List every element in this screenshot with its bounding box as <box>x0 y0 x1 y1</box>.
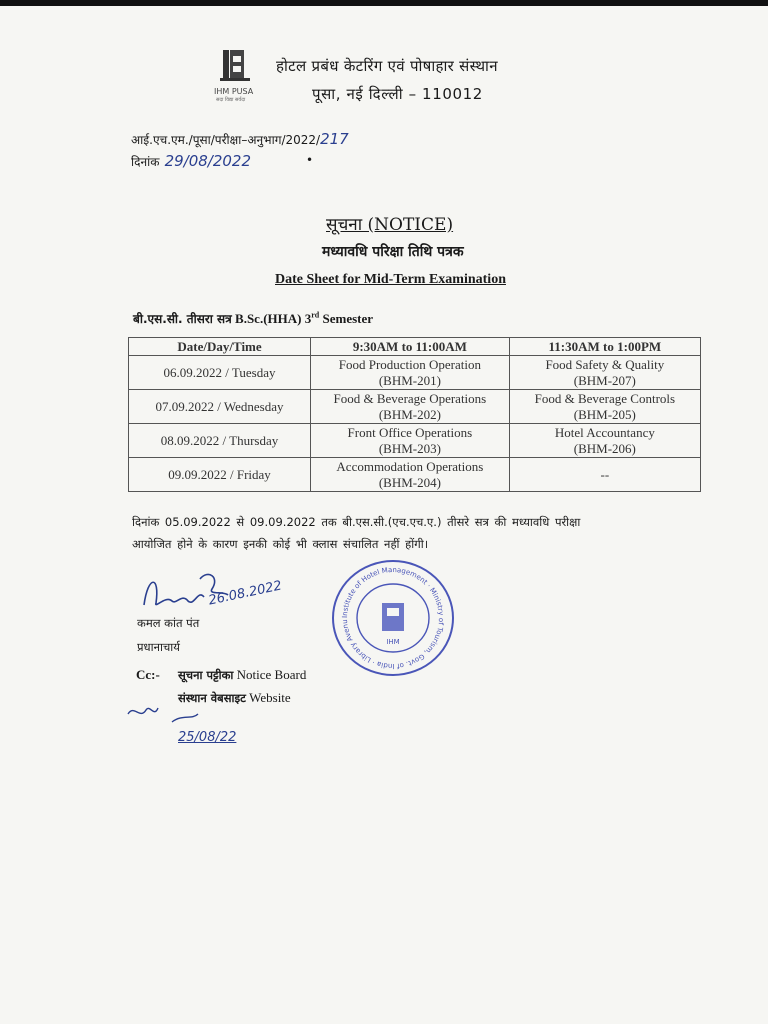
afternoon-paper-cell <box>509 424 700 458</box>
table-header-row <box>129 338 701 356</box>
notice-body-line2: आयोजित होने के कारण इनकी कोई भी क्लास संचालित नहीं होंगी। <box>132 537 429 551</box>
paper-name: Food Safety & Quality <box>545 356 665 372</box>
afternoon-paper-cell <box>509 458 700 492</box>
logo-subcaption: सदा विद्या सर्वदा <box>216 97 246 103</box>
institute-address-hindi: पूसा, नई दिल्ली – 110012 <box>312 85 483 103</box>
morning-paper-cell <box>311 458 510 492</box>
paper-name: -- <box>600 466 610 482</box>
table-row <box>129 458 701 492</box>
cc-label: Cc:- <box>136 667 160 682</box>
exam-date-cell: 08.09.2022 / Thursday <box>129 424 311 458</box>
paper-code: (BHM-205) <box>573 406 636 422</box>
reference-date <box>131 151 251 170</box>
signatory-name: कमल कांत पंत <box>137 616 200 630</box>
reference-date-handwritten: 29/08/2022 <box>164 152 252 170</box>
paper-code: (BHM-207) <box>573 372 636 388</box>
reference-number <box>131 129 349 148</box>
paper-name: Front Office Operations <box>347 424 473 440</box>
exam-date-cell: 06.09.2022 / Tuesday <box>129 356 311 390</box>
notice-title: सूचना (NOTICE) <box>326 215 454 235</box>
signature-date: 26.08.2022 <box>207 578 284 609</box>
paper-code: (BHM-201) <box>378 372 441 388</box>
table-header: 11:30AM to 1:00PM <box>509 338 700 356</box>
exam-date-cell: 09.09.2022 / Friday <box>129 458 311 492</box>
paper-code: (BHM-206) <box>573 440 636 456</box>
reference-number-printed: आई.एच.एम./पूसा/परीक्षा–अनुभाग/2022/ <box>131 133 321 147</box>
course-line <box>133 310 373 327</box>
table-row <box>129 356 701 390</box>
notice-hindi-subtitle: मध्यावधि परिक्षा तिथि पत्रक <box>322 244 464 260</box>
table-header: Date/Day/Time <box>129 338 311 356</box>
cc-item-hindi: संस्थान वेबसाइट <box>178 691 246 705</box>
reference-number-handwritten: 217 <box>320 130 349 148</box>
paper-code: (BHM-203) <box>378 440 441 456</box>
logo-caption: IHM PUSA <box>214 87 254 96</box>
table-row <box>129 424 701 458</box>
date-sheet-table <box>128 337 701 492</box>
morning-paper-cell <box>311 356 510 390</box>
morning-paper-cell <box>311 390 510 424</box>
cc-item-hindi: सूचना पट्टीका <box>178 668 234 682</box>
paper-code: (BHM-202) <box>378 406 441 422</box>
paper-name: Hotel Accountancy <box>554 424 655 440</box>
cc-item-english: Notice Board <box>236 667 307 682</box>
notice-english-subtitle: Date Sheet for Mid-Term Examination <box>275 272 506 287</box>
ink-dot: • <box>306 153 314 167</box>
cc-item <box>178 667 306 683</box>
notice-body-line1: दिनांक 05.09.2022 से 09.09.2022 तक बी.एस.सी.(एच.एच.ए.) तीसरे सत्र की मध्यावधि परीक्षा <box>132 515 581 529</box>
official-stamp <box>330 558 456 678</box>
table-row <box>129 390 701 424</box>
table-header: 9:30AM to 11:00AM <box>311 338 510 356</box>
course-superscript: rd <box>311 310 320 320</box>
reference-date-label: दिनांक <box>131 155 160 169</box>
course-english: B.Sc.(HHA) 3 <box>235 311 312 326</box>
paper-name: Food & Beverage Operations <box>333 390 487 406</box>
paper-code: (BHM-204) <box>378 474 441 490</box>
cc-item-english: Website <box>249 690 291 705</box>
course-hindi: बी.एस.सी. तीसरा सत्र <box>133 312 232 326</box>
institute-name-hindi: होटल प्रबंध केटरिंग एवं पोषाहार संस्थान <box>276 57 498 75</box>
stamp-ring-text: Institute of Hotel Management · Ministry of Tourism, Govt. of India · Library Avenu <box>340 565 446 671</box>
course-suffix: Semester <box>319 311 374 326</box>
paper-name: Food Production Operation <box>338 356 481 372</box>
afternoon-paper-cell <box>509 390 700 424</box>
afternoon-paper-cell <box>509 356 700 390</box>
scan-top-edge <box>0 0 768 6</box>
paper-name: Accommodation Operations <box>336 458 484 474</box>
morning-paper-cell <box>311 424 510 458</box>
svg-text:IHM: IHM <box>386 638 400 646</box>
paper-name: Food & Beverage Controls <box>534 390 676 406</box>
stamp-seal-icon <box>330 558 456 678</box>
exam-date-cell: 07.09.2022 / Wednesday <box>129 390 311 424</box>
handwritten-date-note: 25/08/22 <box>178 730 237 745</box>
signatory-designation: प्रधानाचार्य <box>137 640 180 654</box>
